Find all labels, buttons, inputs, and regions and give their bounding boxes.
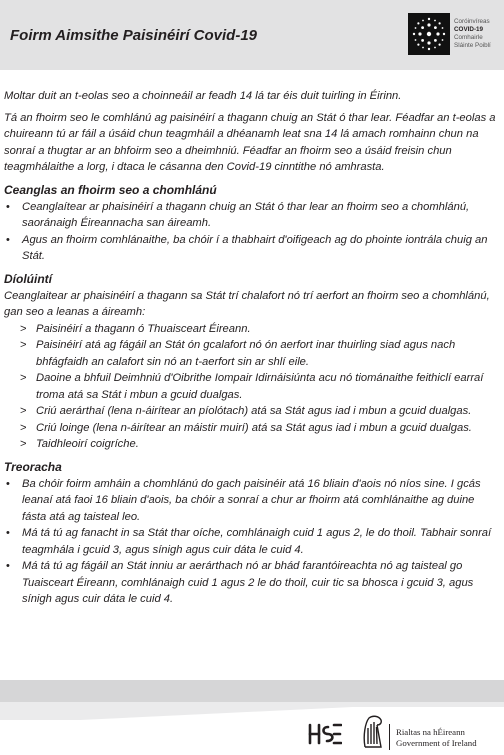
logo-line: Sláinte Poiblí bbox=[454, 42, 491, 49]
guidance-list bbox=[4, 476, 499, 608]
list-item: > Paisinéirí a thagann ó Thuaisceart Éireann. bbox=[18, 321, 499, 338]
intro-paragraph: Tá an fhoirm seo le comhlánú ag paisinéirí a thagann chuig an Stát ó thar lear. Féadfar an t-eolas a chuireann tú ar fáil a úsáid chun teagmháil a dhéanamh leat sna 14 lá amach romhainn chun na sonraí a thugtar ar an bhfoirm seo a dheimhniú. Féadfar an fhoirm seo a úsáid freisin chun teagmhálaithe a lorg, i dtaca le cásanna den Covid-19 cinntithe nó amhrasta. bbox=[4, 111, 496, 173]
logo-line: Comhairle bbox=[454, 34, 483, 41]
list-item: • Má tá tú ag fanacht in sa Stát thar oíche, comhlánaigh cuid 1 agus 2, le do thoil. Tabhair sonraí teagmhála i gcuid 3, agus sínigh agus cuir dáta le cuid 4. bbox=[4, 525, 499, 558]
government-wordmark bbox=[396, 727, 477, 748]
list-item: > Criú aerárthaí (lena n-áirítear an píolótach) atá sa Stát agus iad i mbun a gcuid dualgas. bbox=[18, 403, 499, 420]
section-heading-exemptions: Díolúintí bbox=[4, 271, 52, 286]
header-bar bbox=[0, 0, 504, 70]
requirements-list bbox=[4, 199, 499, 265]
footer bbox=[0, 680, 504, 755]
section-heading-requirements: Ceanglas an fhoirm seo a chomhlánú bbox=[4, 182, 217, 197]
list-item: > Paisinéirí atá ag fágáil an Stát ón gcalafort nó ón aerfort inar thuirling siad agus nach bhfágfaidh an calafort sin nó an t-aerfort sin ar shlí eile. bbox=[18, 337, 499, 370]
form-title: Foirm Aimsithe Paisinéirí Covid-19 bbox=[10, 27, 258, 44]
intro-paragraph: Moltar duit an t-eolas seo a choinneáil ar feadh 14 lá tar éis duit tuirling in Éirinn. bbox=[4, 90, 402, 102]
logo-line: COVID-19 bbox=[454, 26, 484, 33]
covid-logo-text bbox=[454, 18, 491, 50]
list-item: • Má tá tú ag fágáil an Stát inniu ar aerárthach nó ar bhád farantóireachta nó ag taisteal go Tuaisceart Éireann, comhlánaigh cuid 1 agus 2 le do thoil, cuir tic sa bhosca i gcuid 3, agus sínigh agus cuir dáta le cuid 4. bbox=[4, 558, 499, 608]
form-body bbox=[0, 84, 504, 608]
list-item: > Taidhleoirí coigríche. bbox=[18, 436, 499, 453]
exemptions-list bbox=[18, 321, 499, 453]
logo-line: Coróinvíreas bbox=[454, 18, 490, 25]
footer-band bbox=[0, 680, 504, 702]
footer-divider bbox=[389, 724, 390, 750]
list-item: > Criú loinge (lena n-áirítear an máistir muirí) atá sa Stát agus iad i mbun a gcuid dualgas. bbox=[18, 420, 499, 437]
section-heading-guidance: Treoracha bbox=[4, 459, 62, 474]
coronavirus-icon bbox=[408, 13, 450, 55]
gov-line-english: Government of Ireland bbox=[396, 737, 477, 748]
hse-logo bbox=[306, 721, 342, 747]
exemptions-lead: Ceanglaitear ar phaisinéirí a thagann sa Stát trí chalafort nó trí aerfort an fhoirm seo a chomhlánú, gan seo a leanas a áireamh: bbox=[4, 289, 490, 318]
list-item: • Agus an fhoirm comhlánaithe, ba chóir í a thabhairt d'oifigeach ag do phointe iontrála chuig an Stát. bbox=[4, 232, 499, 265]
harp-emblem bbox=[362, 714, 384, 750]
list-item: • Ba chóir foirm amháin a chomhlánú do gach paisinéir atá 16 bliain d'aois nó níos sine. I gcás leanaí atá faoi 16 bliain d'aois, ba chóir a sonraí a chur ar fhoirm atá comhlánaithe ag duine fásta atá ag taisteal leo. bbox=[4, 476, 499, 526]
gov-line-irish: Rialtas na hÉireann bbox=[396, 727, 465, 737]
covid-logo bbox=[408, 9, 496, 59]
list-item: > Daoine a bhfuil Deimhniú d'Oibrithe Iompair Idirnáisiúnta acu nó tiománaithe feithiclí earraí troma atá sa Stát i mbun a gcuid dualgas. bbox=[18, 370, 499, 403]
list-item: • Ceanglaítear ar phaisinéirí a thagann chuig an Stát ó thar lear an fhoirm seo a chomhlánú, saoránaigh Éireannacha san áireamh. bbox=[4, 199, 499, 232]
